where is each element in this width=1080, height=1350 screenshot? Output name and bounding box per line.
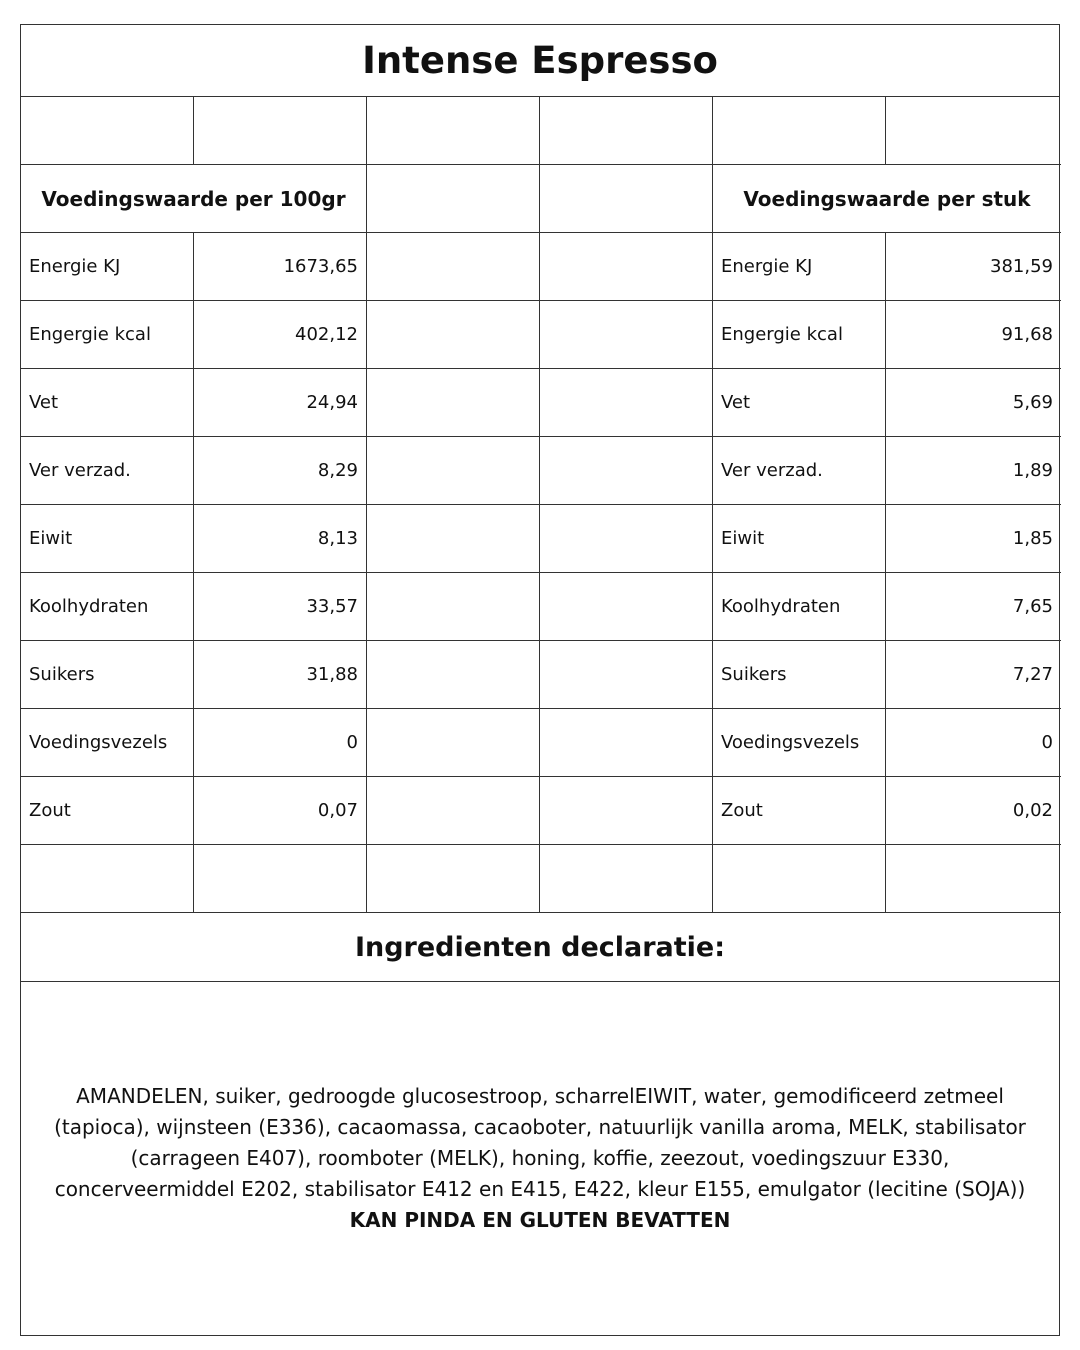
nutrient-value-per-100g: 8,13 xyxy=(194,505,367,573)
empty-cell xyxy=(194,97,367,165)
per-piece-header: Voedingswaarde per stuk xyxy=(713,165,1061,233)
empty-cell xyxy=(540,505,713,573)
nutrient-value-per-100g: 24,94 xyxy=(194,369,367,437)
nutrient-value-per-piece: 5,69 xyxy=(886,369,1061,437)
empty-cell xyxy=(21,97,194,165)
nutrient-value-per-100g: 8,29 xyxy=(194,437,367,505)
empty-cell xyxy=(367,437,540,505)
empty-cell xyxy=(540,573,713,641)
nutrient-name: Zout xyxy=(21,777,194,845)
nutrient-name: Engergie kcal xyxy=(713,301,886,369)
nutrition-label xyxy=(20,24,1060,1336)
empty-cell xyxy=(540,301,713,369)
empty-cell xyxy=(540,777,713,845)
nutrient-name: Engergie kcal xyxy=(21,301,194,369)
empty-cell xyxy=(540,845,713,913)
ingredients-heading: Ingredienten declaratie: xyxy=(21,913,1059,982)
nutrient-name: Suikers xyxy=(21,641,194,709)
empty-cell xyxy=(713,97,886,165)
nutrient-name: Vet xyxy=(713,369,886,437)
nutrient-value-per-piece: 1,85 xyxy=(886,505,1061,573)
nutrient-value-per-piece: 381,59 xyxy=(886,233,1061,301)
nutrient-name: Eiwit xyxy=(713,505,886,573)
nutrient-name: Voedingsvezels xyxy=(713,709,886,777)
nutrient-value-per-piece: 7,27 xyxy=(886,641,1061,709)
nutrient-value-per-100g: 402,12 xyxy=(194,301,367,369)
nutrient-value-per-piece: 7,65 xyxy=(886,573,1061,641)
nutrient-name: Suikers xyxy=(713,641,886,709)
nutrient-value-per-100g: 31,88 xyxy=(194,641,367,709)
product-title: Intense Espresso xyxy=(21,25,1059,97)
nutrient-name: Koolhydraten xyxy=(713,573,886,641)
empty-cell xyxy=(367,369,540,437)
empty-cell xyxy=(367,641,540,709)
empty-cell xyxy=(194,845,367,913)
empty-cell xyxy=(367,777,540,845)
nutrient-value-per-100g: 1673,65 xyxy=(194,233,367,301)
allergen-warning: KAN PINDA EN GLUTEN BEVATTEN xyxy=(349,1207,731,1232)
nutrient-value-per-piece: 0,02 xyxy=(886,777,1061,845)
nutrient-name: Ver verzad. xyxy=(21,437,194,505)
nutrition-table xyxy=(21,97,1059,913)
empty-cell xyxy=(367,709,540,777)
nutrient-value-per-100g: 0 xyxy=(194,709,367,777)
empty-cell xyxy=(367,301,540,369)
empty-cell xyxy=(540,709,713,777)
empty-cell xyxy=(367,233,540,301)
empty-cell xyxy=(540,233,713,301)
nutrient-value-per-100g: 0,07 xyxy=(194,777,367,845)
ingredients-section xyxy=(21,982,1059,1334)
nutrient-name: Energie KJ xyxy=(21,233,194,301)
empty-cell xyxy=(21,845,194,913)
empty-cell xyxy=(540,97,713,165)
empty-cell xyxy=(713,845,886,913)
nutrient-name: Eiwit xyxy=(21,505,194,573)
empty-cell xyxy=(367,845,540,913)
empty-cell xyxy=(367,573,540,641)
nutrient-name: Voedingsvezels xyxy=(21,709,194,777)
nutrient-value-per-piece: 0 xyxy=(886,709,1061,777)
nutrient-name: Vet xyxy=(21,369,194,437)
empty-cell xyxy=(367,505,540,573)
nutrient-name: Energie KJ xyxy=(713,233,886,301)
empty-cell xyxy=(540,165,713,233)
nutrient-name: Zout xyxy=(713,777,886,845)
nutrient-value-per-piece: 91,68 xyxy=(886,301,1061,369)
per-100g-header: Voedingswaarde per 100gr xyxy=(21,165,367,233)
empty-cell xyxy=(540,437,713,505)
nutrient-value-per-piece: 1,89 xyxy=(886,437,1061,505)
ingredients-text: AMANDELEN, suiker, gedroogde glucosestroop, scharrelEIWIT, water, gemodificeerd zetmeel (tapioca), wijnsteen (E336), cacaomassa, cacaoboter, natuurlijk vanilla aroma, MELK, stabilisator (carrageen E407), roomboter (MELK), honing, koffie, zeezout, voedingszuur E330, concerveermiddel E202, stabilisator E412 en E415, E422, kleur E155, emulgator (lecitine (SOJA)) xyxy=(54,1083,1026,1201)
empty-cell xyxy=(540,641,713,709)
empty-cell xyxy=(886,845,1061,913)
nutrient-value-per-100g: 33,57 xyxy=(194,573,367,641)
nutrient-name: Ver verzad. xyxy=(713,437,886,505)
empty-cell xyxy=(540,369,713,437)
empty-cell xyxy=(367,165,540,233)
empty-cell xyxy=(367,97,540,165)
nutrient-name: Koolhydraten xyxy=(21,573,194,641)
empty-cell xyxy=(886,97,1061,165)
